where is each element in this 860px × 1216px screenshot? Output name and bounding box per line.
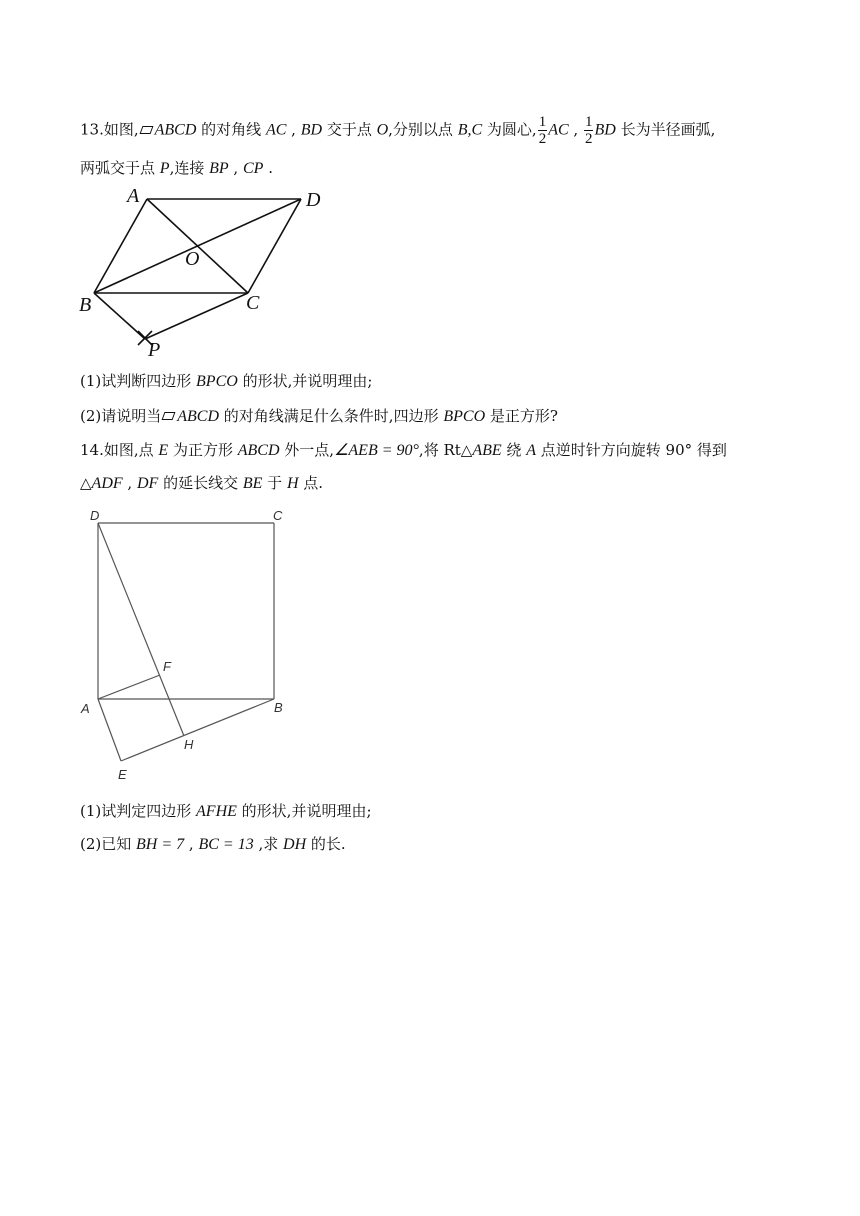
q13-subquestion-1: (1)试判断四边形 BPCO 的形状,并说明理由; — [80, 372, 373, 390]
label-c: C — [273, 508, 283, 523]
label-a: A — [81, 701, 90, 716]
segment-eb — [121, 699, 274, 761]
segment-bp — [94, 293, 145, 339]
parallelogram-figure — [75, 182, 335, 362]
fraction-one-half: $\frac{1}{2}$ — [584, 114, 593, 147]
q14-subquestion-2: (2)已知 BH = 7 , BC = 13 ,求 DH 的长. — [80, 835, 346, 853]
label-c: C — [246, 292, 260, 314]
label-a: A — [127, 185, 140, 207]
segment-cp — [145, 293, 248, 339]
segment-dc — [248, 199, 301, 293]
label-d: D — [306, 189, 321, 211]
label-b: B — [79, 294, 92, 316]
segment-dh — [98, 523, 184, 736]
label-h: H — [184, 737, 194, 752]
segment-ae — [98, 699, 121, 761]
label-p: P — [148, 339, 161, 361]
q14-subquestion-1: (1)试判定四边形 AFHE 的形状,并说明理由; — [80, 802, 372, 820]
q14-statement-line1: 14.如图,点 E 为正方形 ABCD 外一点,∠AEB = 90°,将 Rt△ABE 绕 A 点逆时针方向旋转 90° 得到 — [80, 441, 727, 459]
parallelogram-symbol — [139, 126, 153, 134]
label-d: D — [90, 508, 100, 523]
segment-ba — [94, 199, 147, 293]
q14-statement-line2: △ADF , DF 的延长线交 BE 于 H 点. — [80, 474, 324, 492]
segment-af — [98, 675, 160, 699]
fraction-one-half: $\frac{1}{2}$ — [538, 114, 547, 147]
label-b: B — [274, 700, 283, 715]
label-e: E — [118, 767, 127, 782]
q13-subquestion-2: (2)请说明当 ABCD 的对角线满足什么条件时,四边形 BPCO 是正方形? — [80, 407, 558, 425]
parallelogram-symbol — [162, 412, 176, 420]
label-o: O — [185, 248, 200, 270]
label-f: F — [163, 659, 171, 674]
square-figure — [78, 503, 308, 788]
q13-statement-line2: 两弧交于点 P,连接 BP , CP . — [80, 159, 273, 177]
q13-statement-line1: 13.如图, ABCD 的对角线 AC , BD 交于点 O,分别以点 B,C 为圆心, $\frac{1}{2}$ AC , $\frac{1}{2}$ BD 长为半径画弧, — [80, 114, 716, 147]
diagonal-bd — [94, 199, 301, 293]
